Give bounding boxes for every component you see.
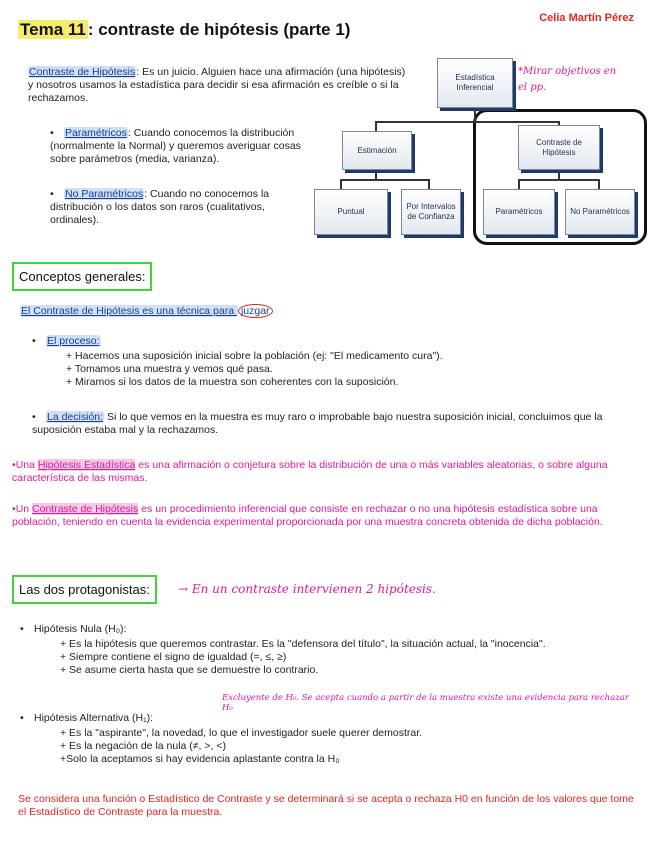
decision-bullet <box>32 411 644 437</box>
node-puntual: Puntual <box>314 189 388 235</box>
def2-term: Contraste de Hipótesis <box>32 503 139 515</box>
bullet-dot-icon: • <box>20 712 24 724</box>
bullet-parametricos <box>50 127 310 166</box>
protagonistas-note: → En un contraste intervienen 2 hipótesis. <box>178 582 436 596</box>
definition-contraste <box>12 503 632 529</box>
connector-line <box>340 179 342 189</box>
connector-line <box>375 121 377 131</box>
author-name: Celia Martín Pérez <box>539 12 634 24</box>
juzgar-circled: juzgar <box>238 304 273 318</box>
nula-label: Hipótesis Nula (H₀): <box>34 623 127 635</box>
connector-line <box>474 106 476 122</box>
def2-prefix: Un <box>15 503 33 515</box>
proceso-item: + Miramos si los datos de la muestra son coherentes con la suposición. <box>66 376 399 388</box>
footer-note: Se considera una función o Estadístico de Contraste y se determinará si se acepta o rechaza H0 en función de los valores que tome el Estadístico de Contraste para la muestra. <box>18 793 634 818</box>
bullet-no-parametricos <box>50 188 310 227</box>
proceso-items <box>66 350 646 389</box>
bullet-dot-icon: • <box>50 127 54 139</box>
page-title <box>18 20 350 40</box>
nula-items <box>60 638 650 677</box>
node-estimacion: Estimación <box>342 131 412 170</box>
diagram-handwritten-note: *Mirar objetivos en el pp. <box>518 66 617 93</box>
alternativa-bullet <box>20 712 153 725</box>
proceso-bullet <box>32 335 101 348</box>
alternativa-label: Hipótesis Alternativa (H₁): <box>34 712 154 724</box>
node-parametricos: Paramétricos <box>483 189 555 235</box>
nula-item: + Se asume cierta hasta que se demuestre lo contrario. <box>60 664 319 676</box>
bullet-dot-icon: • <box>12 503 16 515</box>
nula-item: + Es la hipótesis que queremos contrastar. Es la "defensora del título", la situación actual, la "inocencia". <box>60 638 546 650</box>
proceso-item: + Hacemos una suposición inicial sobre la población (ej: "El medicamento cura"). <box>66 350 443 362</box>
bullet-text: : Cuando no conocemos la distribución o los datos son raros (cualitativos, ordinales). <box>50 188 270 226</box>
bullet-term: Paramétricos <box>65 127 127 139</box>
bullet-dot-icon: • <box>32 411 36 423</box>
intro-text: : Es un juicio. Alguien hace una afirmación (una hipótesis) y nosotros usamos la estadística para decidir si esa afirmación es creíble o si la rechazamos. <box>28 66 406 104</box>
node-no-parametricos: No Paramétricos <box>565 189 635 235</box>
bullet-dot-icon: • <box>20 623 24 635</box>
def1-prefix: Una <box>15 459 38 471</box>
connector-line <box>428 179 430 189</box>
alternativa-item: + Es la negación de la nula (≠, >, <) <box>60 740 226 752</box>
definition-hipotesis-estadistica <box>12 459 642 485</box>
decision-text: Si lo que vemos en la muestra es muy raro o improbable bajo nuestra suposición inicial, concluimos que la suposición estaba mal y la rechazamos. <box>32 411 603 436</box>
alternativa-item: +Solo la aceptamos si hay evidencia aplastante contra la H₀ <box>60 753 340 765</box>
connector-line <box>340 179 430 181</box>
proceso-item: + Tomamos una muestra y vemos qué pasa. <box>66 363 273 375</box>
def1-text: es una afirmación o conjetura sobre la distribución de una o más variables aleatorias, o sobre alguna característica de las mismas. <box>12 459 608 484</box>
decision-label: La decisión: <box>47 411 104 423</box>
conceptos-intro-text: El Contraste de Hipótesis es una técnica para <box>21 305 237 317</box>
bullet-dot-icon: • <box>50 188 54 200</box>
conceptos-intro <box>20 305 273 317</box>
bullet-dot-icon: • <box>32 335 36 347</box>
node-contraste: Contraste de Hipótesis <box>518 125 600 170</box>
alternativa-item: + Es la "aspirante", la novedad, lo que el investigador suele querer demostrar. <box>60 727 423 739</box>
conceptos-heading: Conceptos generales: <box>12 262 152 291</box>
intro-paragraph <box>28 66 408 105</box>
def2-text: es un procedimiento inferencial que consiste en rechazar o no una hipótesis estadística sobre una población, teniendo en cuenta la evidencia experimental proporcionada por una muestra concreta obtenida de dicha población. <box>12 503 603 528</box>
title-rest: : contraste de hipótesis (parte 1) <box>87 20 351 39</box>
alternativa-handwritten-note: Excluyente de H₀. Se acepta cuando a partir de la muestra existe una evidencia para rechazar H₀ <box>222 693 629 713</box>
protagonistas-heading: Las dos protagonistas: <box>12 575 157 604</box>
intro-term: Contraste de Hipótesis <box>29 66 136 78</box>
def1-term: Hipótesis Estadística <box>37 459 136 471</box>
nula-item: + Siempre contiene el signo de igualdad (=, ≤, ≥) <box>60 651 287 663</box>
connector-line <box>518 179 520 189</box>
connector-line <box>598 179 600 189</box>
bullet-dot-icon: • <box>12 459 16 471</box>
alternativa-items <box>60 727 650 766</box>
node-intervalos: Por Intervalos de Confianza <box>401 189 461 235</box>
title-highlight: Tema 11 <box>20 20 86 39</box>
connector-line <box>375 121 560 123</box>
node-estadistica-inferencial: Estadística Inferencial <box>437 58 513 108</box>
proceso-label: El proceso: <box>47 335 100 347</box>
bullet-text: : Cuando conocemos la distribución (normalmente la Normal) y queremos averiguar cosas sobre parámetros (media, varianza). <box>50 127 301 165</box>
connector-line <box>518 179 600 181</box>
bullet-term: No Paramétricos <box>65 188 144 200</box>
nula-bullet <box>20 623 126 636</box>
